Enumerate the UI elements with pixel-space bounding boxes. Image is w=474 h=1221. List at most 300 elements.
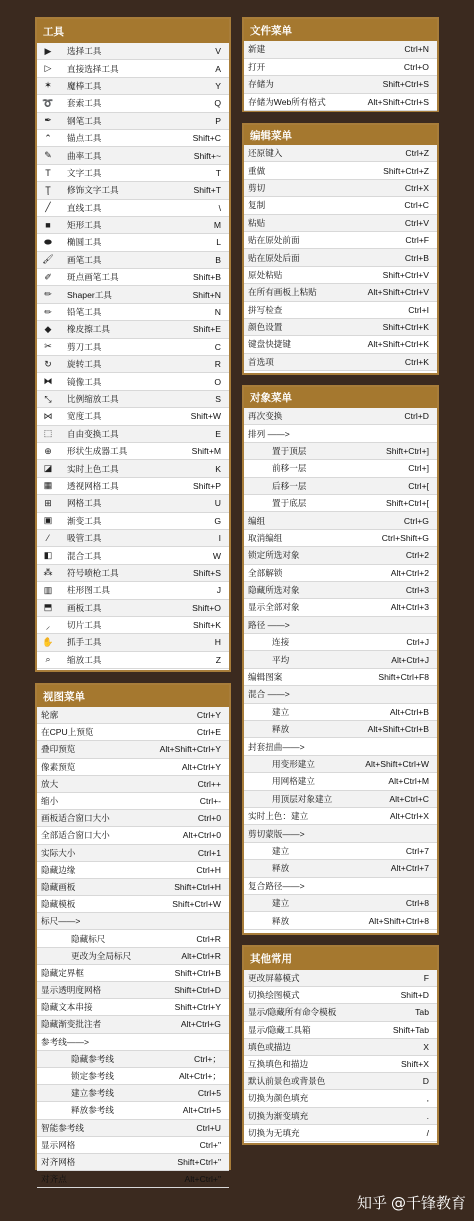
tools-item-name: 斑点画笔工具 [67,272,119,283]
object-item-name: 编组 [248,515,266,526]
width-icon: ⋈ [43,410,53,421]
tools-item [37,426,229,443]
object-item [244,808,437,825]
object-item-name: 平均 [272,654,290,665]
view-item [37,879,229,896]
paintbrush-icon: 🖌 [42,254,54,265]
tools-item-name: 混合工具 [67,550,102,561]
file-menu-title: 文件菜单 [244,19,437,41]
object-item-shortcut: Ctrl+2 [405,550,429,561]
edit-item-shortcut: Ctrl+K [404,356,429,367]
tools-item [37,582,229,599]
tools-item-shortcut: W [212,550,221,561]
object-item [244,791,437,808]
tools-item-name: 形状生成器工具 [67,446,128,457]
tools-item-name: 橡皮擦工具 [67,324,110,335]
tools-item [37,60,229,77]
anchor-point-icon: ⌃ [44,132,52,143]
other-item-name: 默认前景色或背景色 [248,1076,326,1087]
mesh-icon: ⊞ [44,497,52,508]
tools-item [37,113,229,130]
scale-icon: ⤡ [44,393,52,404]
tools-item-shortcut: O [214,376,221,387]
object-item [244,686,437,703]
object-item-name: 释放 [272,915,290,926]
object-item-name: 隐藏所选对象 [248,585,300,596]
direct-selection-icon: ▷ [44,63,52,74]
file-item-name: 存储为Web所有格式 [248,96,326,107]
type-icon: T [45,167,51,178]
edit-item [244,197,437,214]
other-item-name: 显示/隐藏所有命令模板 [248,1007,337,1018]
touch-type-icon: Ţ [45,185,51,196]
shaper-icon: ✏ [44,289,52,300]
view-item-shortcut: Alt+Ctrl+； [178,1071,221,1082]
tools-item [37,252,229,269]
view-item-name: 隐藏画板 [41,881,76,892]
tools-item-name: Shaper工具 [67,289,112,300]
tools-item-shortcut: U [214,498,221,509]
free-transform-icon: ⬚ [43,428,53,439]
edit-item [244,336,437,353]
other-item [244,1090,437,1107]
edit-item-name: 还原键入 [248,148,283,159]
view-item [37,707,229,724]
view-item [37,741,229,758]
tools-panel [35,17,231,672]
view-item [37,862,229,879]
edit-item-shortcut: Ctrl+Z [405,148,429,159]
edit-item-name: 重做 [248,165,266,176]
other-item-name: 切换绘图模式 [248,990,300,1001]
tools-item-shortcut: N [214,307,221,318]
view-item-shortcut: Ctrl++ [197,778,221,789]
view-item-name: 更改为全局标尺 [71,950,132,961]
view-item-name: 锁定参考线 [71,1071,114,1082]
view-item-shortcut: Shift+Ctrl+Y [174,1002,221,1013]
edit-item-shortcut: Ctrl+F [405,235,429,246]
tools-item-shortcut: P [215,115,221,126]
view-item-name: 智能参考线 [41,1122,84,1133]
tools-item [37,339,229,356]
view-item-name: 叠印预览 [41,744,76,755]
object-item [244,408,437,425]
view-item-shortcut: Ctrl+0 [197,813,221,824]
edit-item [244,162,437,179]
view-item-name: 隐藏定界框 [41,967,84,978]
view-item-shortcut: Ctrl+Y [196,710,221,721]
tools-item-name: 套索工具 [67,98,102,109]
tools-item [37,286,229,303]
reflect-icon: ⧓ [43,376,53,387]
view-item-shortcut: Alt+Ctrl+5 [182,1105,221,1116]
view-item-shortcut: Shift+Ctrl+B [174,967,221,978]
view-item-shortcut: Ctrl+； [194,1053,221,1064]
tools-item-name: 直线工具 [67,202,102,213]
view-item-name: 显示网格 [41,1139,76,1150]
tools-item-shortcut: H [214,637,221,648]
object-item-shortcut: Ctrl+7 [405,845,429,856]
other-item-shortcut: . [426,1110,429,1121]
edit-item-shortcut: Ctrl+C [404,200,429,211]
object-item-shortcut: Alt+Shift+Ctrl+W [365,759,429,769]
tools-item [37,373,229,390]
tools-item-shortcut: Shift+B [193,272,221,283]
tools-item-name: 网格工具 [67,498,102,509]
tools-item [37,547,229,564]
object-item [244,721,437,738]
view-item [37,759,229,776]
edit-item-name: 颜色设置 [248,322,283,333]
object-item [244,478,437,495]
tools-item [37,513,229,530]
other-item-shortcut: Shift+Tab [392,1024,429,1035]
other-item-name: 显示/隐藏工具箱 [248,1024,311,1035]
tools-item [37,530,229,547]
tools-item-shortcut: I [218,533,221,544]
other-item-shortcut: , [426,1093,429,1104]
view-item [37,913,229,930]
object-item [244,878,437,895]
tools-item [37,652,229,669]
tools-item-name: 钢笔工具 [67,115,102,126]
object-item [244,773,437,790]
view-item-name: 建立参考线 [71,1088,114,1099]
object-item-shortcut: Ctrl+[ [408,480,429,491]
view-item-name: 标尺——> [41,916,81,927]
object-item-shortcut: Alt+Ctrl+C [389,793,429,804]
object-item-name: 前移一层 [272,463,307,474]
other-item-name: 切换为颜色填充 [248,1093,309,1104]
tools-item-shortcut: Shift+E [193,324,221,335]
tools-item-name: 矩形工具 [67,220,102,231]
edit-menu-list [244,145,437,371]
other-item-name: 更改屏幕模式 [248,973,300,984]
tools-item-name: 修饰文字工具 [67,185,119,196]
tools-item-name: 直接选择工具 [67,63,119,74]
tools-item-name: 切片工具 [67,620,102,631]
object-menu-title: 对象菜单 [244,387,437,408]
object-item [244,512,437,529]
edit-item-shortcut: Ctrl+I [408,304,429,315]
view-item-name: 释放参考线 [71,1105,114,1116]
tools-item-name: 抓手工具 [67,637,102,648]
tools-item-name: 宽度工具 [67,411,102,422]
file-item-shortcut: Alt+Shift+Ctrl+S [367,96,429,107]
object-item-shortcut: Shift+Ctrl+[ [386,498,429,509]
tools-item-name: 铅笔工具 [67,307,102,318]
object-item-name: 用变形建立 [272,759,315,769]
slice-icon: ⸝ [45,620,51,631]
tools-item-shortcut: Shift+O [192,602,221,613]
view-item-shortcut: Ctrl+" [199,1139,221,1150]
edit-menu-title: 编辑菜单 [244,125,437,145]
file-item [244,76,437,94]
view-item-shortcut: Alt+Ctrl+" [184,1174,221,1185]
object-item [244,843,437,860]
watermark [357,1192,466,1213]
object-item-name: 连接 [272,637,290,648]
view-item-shortcut: Shift+Ctrl+H [174,881,221,892]
object-item-name: 混合 ——> [248,689,290,700]
artboard-icon: ⬒ [43,602,53,613]
tools-item [37,443,229,460]
object-item [244,547,437,564]
view-item-name: 显示透明度网格 [41,985,102,996]
tools-item [37,460,229,477]
tools-item-shortcut: J [216,585,221,596]
edit-item-shortcut: Shift+Ctrl+K [382,322,429,333]
tools-item-name: 吸管工具 [67,533,102,544]
view-item-name: 在CPU上预览 [41,727,94,738]
edit-item [244,302,437,319]
tools-item-shortcut: A [215,63,221,74]
object-item [244,860,437,877]
edit-item [244,284,437,301]
view-item [37,1034,229,1051]
object-item-name: 实时上色：建立 [248,811,309,822]
blend-icon: ◧ [43,550,53,561]
perspective-grid-icon: ▦ [43,480,53,491]
object-item-name: 复合路径——> [248,880,305,891]
tools-item-name: 镜像工具 [67,376,102,387]
tools-item-shortcut: L [216,237,221,248]
edit-item-name: 在所有画板上粘贴 [248,287,317,298]
view-item-name: 像素预览 [41,761,76,772]
symbol-sprayer-icon: ⁂ [43,567,53,578]
other-item-shortcut: X [423,1041,429,1052]
object-menu-list [244,408,437,930]
object-item-shortcut: Alt+Ctrl+J [391,654,429,665]
object-item-name: 建立 [272,898,290,909]
edit-item-name: 贴在原处后面 [248,252,300,263]
object-item-shortcut: Shift+Ctrl+F8 [378,672,429,683]
object-item-name: 后移一层 [272,480,307,491]
tools-item-name: 符号喷枪工具 [67,567,119,578]
object-item-name: 锁定所选对象 [248,550,300,561]
tools-item-name: 椭圆工具 [67,237,102,248]
edit-item [244,145,437,162]
view-item [37,999,229,1016]
view-item [37,930,229,947]
object-item [244,617,437,634]
tools-item [37,182,229,199]
edit-item [244,267,437,284]
tools-item-shortcut: T [215,167,221,178]
object-item [244,565,437,582]
view-item [37,1102,229,1119]
ellipse-icon: ⬬ [44,236,52,247]
eraser-icon: ◆ [44,323,52,334]
object-item-name: 再次变换 [248,411,283,422]
view-item [37,1085,229,1102]
tools-item-shortcut: Shift+P [193,480,221,491]
object-item-name: 排列 ——> [248,428,290,439]
tools-item-name: 选择工具 [67,46,102,57]
view-item [37,1137,229,1154]
file-item-shortcut: Ctrl+N [404,44,429,55]
view-item [37,793,229,810]
object-item [244,669,437,686]
object-item-shortcut: Ctrl+8 [405,898,429,909]
tools-item [37,269,229,286]
edit-item-shortcut: Ctrl+B [404,252,429,263]
tools-item-shortcut: Shift+C [192,133,221,144]
edit-item [244,354,437,371]
tools-item-name: 自由变换工具 [67,428,119,439]
edit-item [244,319,437,336]
tools-item [37,321,229,338]
tools-item-shortcut: Shift+K [193,620,221,631]
view-item-name: 全部适合窗口大小 [41,830,110,841]
object-item-name: 全部解锁 [248,567,283,578]
view-item-name: 隐藏模板 [41,899,76,910]
edit-item-name: 键盘快捷键 [248,339,291,350]
tools-item [37,78,229,95]
object-item-shortcut: Ctrl+] [408,463,429,474]
other-shortcuts-list [244,970,437,1142]
tools-item [37,304,229,321]
magic-wand-icon: ✶ [44,80,52,91]
tools-item [37,147,229,164]
edit-item-shortcut: Alt+Shift+Ctrl+V [367,287,429,298]
view-item-name: 隐藏边缘 [41,864,76,875]
object-item-name: 路径 ——> [248,619,290,630]
tools-item-name: 文字工具 [67,167,102,178]
object-item-name: 用顶层对象建立 [272,793,333,804]
edit-item [244,249,437,266]
other-item [244,970,437,987]
view-item [37,1068,229,1085]
view-item-shortcut: Shift+Ctrl+W [172,899,221,910]
view-item [37,982,229,999]
tools-item [37,565,229,582]
object-item [244,460,437,477]
edit-item [244,232,437,249]
tools-item-shortcut: \ [218,202,221,213]
file-item-name: 打开 [248,61,266,72]
tools-item-shortcut: Shift+M [191,446,221,457]
gradient-icon: ▣ [43,515,53,526]
file-item-name: 存储为 [248,79,274,90]
other-item [244,1039,437,1056]
other-item-shortcut: Tab [415,1007,429,1018]
tools-item-shortcut: Shift+N [192,289,221,300]
object-item-name: 建立 [272,706,290,717]
edit-item-name: 首选项 [248,356,274,367]
tools-item [37,391,229,408]
object-item [244,912,437,929]
object-item [244,582,437,599]
view-item-shortcut: Alt+Ctrl+R [181,950,221,961]
tools-item [37,130,229,147]
view-item [37,1051,229,1068]
object-item [244,756,437,773]
object-item-name: 释放 [272,863,290,874]
tools-item [37,408,229,425]
other-item [244,1004,437,1021]
lasso-icon: ➰ [42,97,54,108]
view-item-name: 隐藏渐变批注者 [41,1019,102,1030]
move-arrow-icon: ▶ [44,45,52,56]
shape-builder-icon: ⊕ [44,445,52,456]
curvature-icon: ✎ [44,150,52,161]
object-item-shortcut: Alt+Shift+Ctrl+8 [368,915,429,926]
view-item [37,1120,229,1137]
edit-item-shortcut: Shift+Ctrl+V [382,269,429,280]
tools-item [37,43,229,60]
object-item [244,704,437,721]
view-item-name: 参考线——> [41,1036,89,1047]
zoom-icon: ⌕ [45,654,51,665]
edit-item-name: 原处粘贴 [248,269,283,280]
tools-item-shortcut: Shift+S [193,567,221,578]
view-item-name: 隐藏文本串接 [41,1002,93,1013]
edit-item-name: 贴在原处前面 [248,235,300,246]
view-item [37,1154,229,1171]
other-item-shortcut: D [422,1076,429,1087]
view-item-shortcut: Alt+Ctrl+Y [181,761,221,772]
tools-item-name: 比例缩放工具 [67,394,119,404]
view-item-name: 缩小 [41,796,59,807]
tools-item [37,217,229,234]
view-item-name: 隐藏参考线 [71,1053,114,1064]
other-item [244,987,437,1004]
other-item [244,1022,437,1039]
tools-item-name: 旋转工具 [67,359,102,370]
other-shortcuts-panel [242,945,439,1145]
object-item-name: 建立 [272,845,290,856]
tools-item-name: 画板工具 [67,602,102,613]
other-item-name: 切换为渐变填充 [248,1110,309,1121]
view-item-shortcut: Ctrl+H [196,864,221,875]
tools-item [37,165,229,182]
object-item [244,895,437,912]
tools-item-shortcut: Y [215,80,221,91]
object-item-name: 取消编组 [248,532,283,543]
tools-item-name: 透视网格工具 [67,480,119,491]
other-item-shortcut: Shift+X [401,1059,429,1070]
object-item [244,825,437,842]
view-item [37,810,229,827]
view-item [37,827,229,844]
eyedropper-icon: ⁄ [47,533,49,544]
object-item [244,530,437,547]
object-menu-panel [242,385,439,935]
edit-item-name: 粘贴 [248,217,266,228]
other-item [244,1108,437,1125]
object-item-name: 封套扭曲——> [248,741,305,752]
object-item-shortcut: Alt+Ctrl+3 [390,602,429,613]
tools-item-shortcut: R [214,359,221,370]
tools-item-shortcut: Shift+~ [193,150,221,161]
tools-item [37,478,229,495]
view-item [37,724,229,741]
live-paint-icon: ◪ [43,463,53,474]
blob-brush-icon: ✐ [44,271,52,282]
view-item [37,965,229,982]
file-item-shortcut: Shift+Ctrl+S [382,79,429,90]
view-item [37,776,229,793]
tools-list [37,43,229,669]
tools-item-name: 缩放工具 [67,654,102,665]
tools-item [37,634,229,651]
file-item [244,94,437,112]
watermark-site: 知乎 [356,1194,387,1212]
object-item [244,425,437,442]
tools-item-name: 曲率工具 [67,150,102,161]
view-item-shortcut: Alt+Ctrl+G [180,1019,221,1030]
